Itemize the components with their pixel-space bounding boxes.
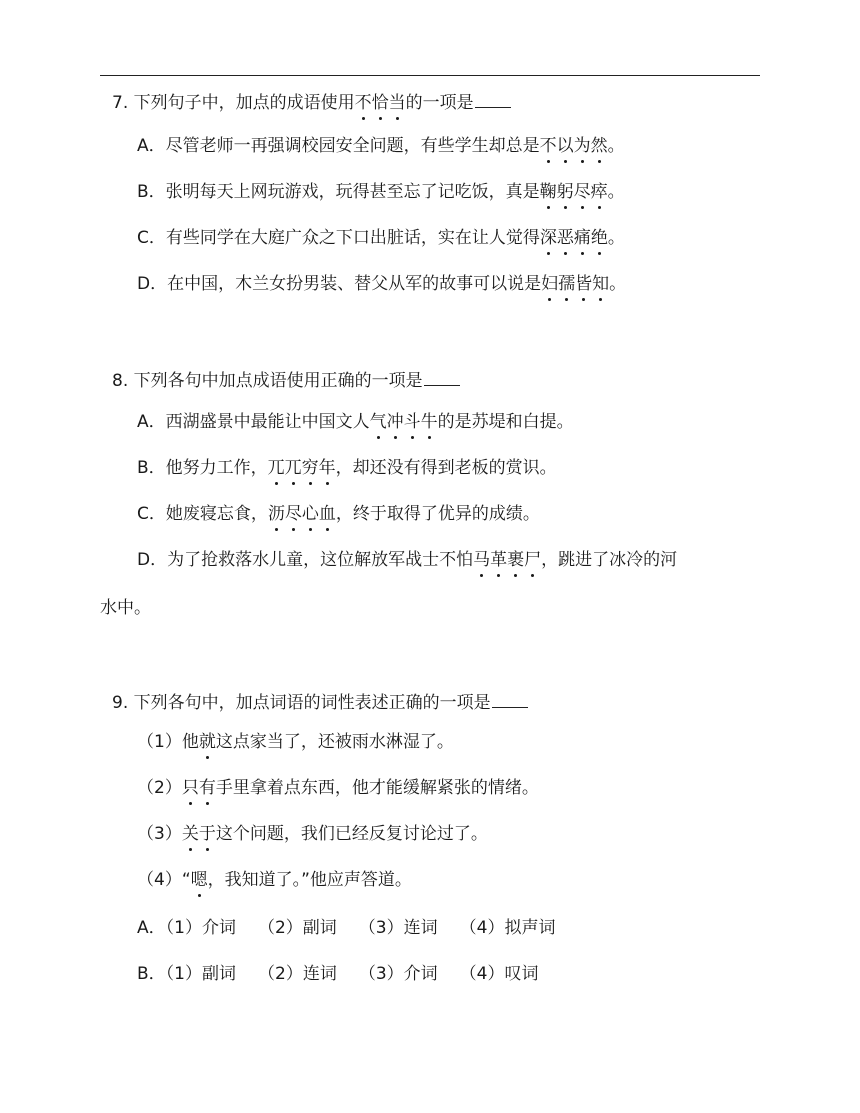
question-7-stem: 7. 下列句子中，加点的成语使用不恰当的一项是 [112, 90, 511, 114]
answer-blank [492, 690, 528, 708]
q9-sentence-3: （3）关于这个问题，我们已经反复讨论过了。 [137, 824, 488, 844]
q8-option-b: B．他努力工作，兀兀穷年，却还没有得到老板的赏识。 [137, 458, 557, 478]
q8-option-d: D．为了抢救落水儿童，这位解放军战士不怕马革裹尸，跳进了冰冷的河 [137, 550, 678, 570]
q8-option-d-continuation: 水中。 [100, 598, 151, 618]
question-number: 9. [112, 693, 129, 713]
answer-blank [475, 90, 511, 108]
q8-option-a: A．西湖盛景中最能让中国文人气冲斗牛的是苏堤和白提。 [137, 412, 574, 432]
question-number: 7. [112, 93, 129, 113]
q7-option-b: B．张明每天上网玩游戏，玩得甚至忘了记吃饭，真是鞠躬尽瘁。 [137, 182, 625, 202]
q8-option-c: C．她废寝忘食，沥尽心血，终于取得了优异的成绩。 [137, 504, 540, 524]
q9-sentence-1: （1）他就这点家当了，还被雨水淋湿了。 [137, 732, 454, 752]
question-8-stem: 8. 下列各句中加点成语使用正确的一项是 [112, 368, 460, 392]
q9-sentence-4: （4）“嗯，我知道了。”他应声答道。 [137, 870, 412, 890]
q7-option-d: D．在中国，木兰女扮男装、替父从军的故事可以说是妇孺皆知。 [137, 274, 627, 294]
q9-option-b: B．（1）副词 （2）连词 （3）介词 （4）叹词 [137, 964, 539, 984]
question-number: 8. [112, 371, 129, 391]
q9-sentence-2: （2）只有手里拿着点东西，他才能缓解紧张的情绪。 [137, 778, 539, 798]
q7-option-a: A．尽管老师一再强调校园安全问题，有些学生却总是不以为然。 [137, 136, 625, 156]
answer-blank [424, 368, 460, 386]
header-rule [100, 75, 760, 76]
question-9-stem: 9. 下列各句中，加点词语的词性表述正确的一项是 [112, 690, 528, 714]
q7-option-c: C．有些同学在大庭广众之下口出脏话，实在让人觉得深恶痛绝。 [137, 228, 625, 248]
q9-option-a: A．（1）介词 （2）副词 （3）连词 （4）拟声词 [137, 918, 556, 938]
